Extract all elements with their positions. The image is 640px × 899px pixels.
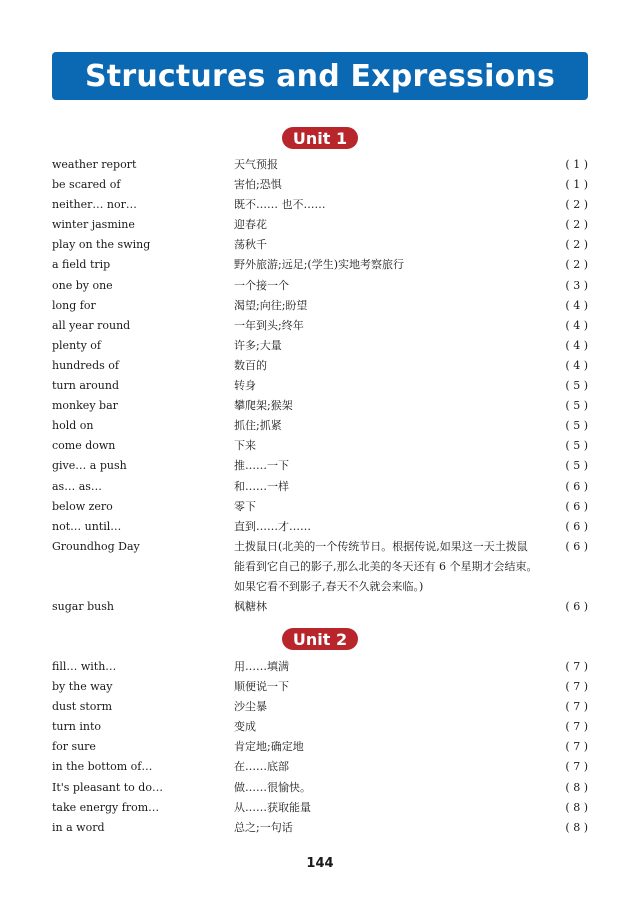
- vocab-entry: [52, 316, 588, 336]
- chinese-meaning: 攀爬架;猴架: [234, 399, 293, 413]
- chinese-meaning: 迎春花: [234, 218, 267, 232]
- english-phrase: It's pleasant to do…: [52, 780, 163, 794]
- vocab-entry: [52, 356, 588, 376]
- chinese-meaning: 和……一样: [234, 479, 289, 493]
- vocab-entry: [52, 195, 588, 215]
- vocab-entry: [52, 276, 588, 296]
- chinese-meaning: 野外旅游;远足;(学生)实地考察旅行: [234, 258, 404, 272]
- page-reference: ( 6 ): [565, 600, 588, 614]
- english-phrase: give… a push: [52, 459, 127, 473]
- page-reference: ( 4 ): [565, 318, 588, 332]
- english-phrase: a field trip: [52, 258, 111, 272]
- page-reference: ( 5 ): [565, 439, 588, 453]
- chinese-meaning: 一个接一个: [234, 278, 289, 292]
- page-reference: ( 1 ): [565, 178, 588, 192]
- chinese-meaning: 在……底部: [234, 760, 289, 774]
- page-reference: ( 8 ): [565, 780, 588, 794]
- english-phrase: play on the swing: [52, 238, 151, 252]
- page-reference: ( 2 ): [565, 198, 588, 212]
- chinese-meaning: 既不…… 也不……: [234, 198, 326, 212]
- vocab-entry: [52, 517, 588, 537]
- vocab-entry: [52, 175, 588, 195]
- chinese-meaning: 害怕;恐惧: [234, 178, 282, 192]
- page-number: 144: [306, 856, 334, 871]
- page-reference: ( 6 ): [565, 499, 588, 513]
- english-phrase: one by one: [52, 278, 113, 292]
- chinese-meaning: 荡秋千: [234, 238, 267, 252]
- page-reference: ( 4 ): [565, 358, 588, 372]
- english-phrase: below zero: [52, 499, 113, 513]
- page-reference: ( 1 ): [565, 158, 588, 171]
- vocab-entry: [52, 677, 588, 697]
- page-reference: ( 5 ): [565, 419, 588, 433]
- chinese-meaning: 直到……才……: [234, 519, 311, 533]
- page-reference: ( 4 ): [565, 338, 588, 352]
- title-banner: [52, 52, 588, 100]
- page-reference: ( 7 ): [565, 740, 588, 754]
- page-reference: ( 7 ): [565, 760, 588, 774]
- english-phrase: not… until…: [52, 519, 122, 533]
- vocab-entry: [52, 436, 588, 456]
- english-phrase: for sure: [52, 740, 96, 754]
- page-reference: ( 6 ): [565, 539, 588, 553]
- vocab-entry: [52, 818, 588, 838]
- chinese-meaning: [234, 537, 558, 597]
- english-phrase: come down: [52, 439, 116, 453]
- english-phrase: fill… with…: [52, 660, 117, 673]
- vocab-entry: [52, 336, 588, 356]
- vocab-entry: [52, 296, 588, 316]
- vocab-entry: [52, 235, 588, 255]
- page-reference: ( 6 ): [565, 519, 588, 533]
- vocab-entry: [52, 717, 588, 737]
- page-reference: ( 5 ): [565, 459, 588, 473]
- english-phrase: hold on: [52, 419, 94, 433]
- english-phrase: monkey bar: [52, 399, 118, 413]
- vocab-entry: [52, 456, 588, 476]
- vocab-entry: [52, 416, 588, 436]
- chinese-meaning: 一年到头;终年: [234, 318, 304, 332]
- chinese-meaning: 从……获取能量: [234, 800, 311, 814]
- english-phrase: as… as…: [52, 479, 102, 493]
- chinese-meaning: 用……填满: [234, 660, 289, 673]
- vocab-entry: [52, 757, 588, 777]
- chinese-meaning: 抓住;抓紧: [234, 419, 282, 433]
- unit-2-entry-list: [52, 657, 588, 838]
- chinese-meaning: 天气预报: [234, 158, 278, 171]
- vocab-entry: [52, 396, 588, 416]
- vocab-entry: [52, 597, 588, 617]
- page-reference: ( 2 ): [565, 258, 588, 272]
- chinese-meaning: 零下: [234, 499, 256, 513]
- page-reference: ( 7 ): [565, 700, 588, 714]
- chinese-meaning: 渴望;向往;盼望: [234, 298, 308, 312]
- vocab-entry: [52, 737, 588, 757]
- chinese-meaning: 肯定地;确定地: [234, 740, 304, 754]
- vocab-entry: [52, 497, 588, 517]
- english-phrase: dust storm: [52, 700, 113, 714]
- unit-2-badge: [282, 628, 358, 650]
- page-title: Structures and Expressions: [84, 58, 556, 94]
- page-reference: ( 4 ): [565, 298, 588, 312]
- page-reference: ( 8 ): [565, 820, 588, 834]
- page-reference: ( 7 ): [565, 660, 588, 673]
- page-reference: ( 2 ): [565, 218, 588, 232]
- vocab-entry: [52, 697, 588, 717]
- english-phrase: plenty of: [52, 338, 101, 352]
- english-phrase: by the way: [52, 680, 113, 694]
- english-phrase: in a word: [52, 820, 105, 834]
- chinese-meaning-line: 能看到它自己的影子,那么北美的冬天还有 6 个星期才会结束。: [234, 559, 538, 573]
- english-phrase: neither… nor…: [52, 198, 137, 212]
- english-phrase: be scared of: [52, 178, 121, 192]
- english-phrase: turn into: [52, 720, 101, 734]
- english-phrase: in the bottom of…: [52, 760, 153, 774]
- english-phrase: Groundhog Day: [52, 539, 140, 553]
- chinese-meaning-line: 土拨鼠日(北美的一个传统节日。根据传说,如果这一天土拨鼠: [234, 539, 528, 553]
- chinese-meaning: 变成: [234, 720, 256, 734]
- chinese-meaning: 顺便说一下: [234, 680, 289, 694]
- english-phrase: all year round: [52, 318, 131, 332]
- page-reference: ( 5 ): [565, 399, 588, 413]
- vocab-entry: [52, 798, 588, 818]
- chinese-meaning: 下来: [234, 439, 256, 453]
- page-reference: ( 3 ): [565, 278, 588, 292]
- english-phrase: winter jasmine: [52, 218, 135, 232]
- chinese-meaning: 总之;一句话: [234, 820, 293, 834]
- chinese-meaning: 推……一下: [234, 459, 289, 473]
- chinese-meaning: 做……很愉快。: [234, 780, 311, 794]
- english-phrase: hundreds of: [52, 358, 119, 372]
- vocab-entry: [52, 255, 588, 275]
- chinese-meaning: 数百的: [234, 358, 267, 372]
- page-reference: ( 2 ): [565, 238, 588, 252]
- page-reference: ( 6 ): [565, 479, 588, 493]
- vocab-entry: [52, 657, 588, 677]
- unit-1-label: Unit 1: [292, 128, 348, 148]
- chinese-meaning: 枫糖林: [234, 600, 267, 614]
- unit-2-label: Unit 2: [292, 629, 348, 649]
- english-phrase: weather report: [52, 158, 137, 171]
- vocab-entry: [52, 155, 588, 175]
- chinese-meaning: 沙尘暴: [234, 700, 267, 714]
- english-phrase: take energy from…: [52, 800, 160, 814]
- vocab-entry: [52, 376, 588, 396]
- unit-1-entry-list: [52, 155, 588, 617]
- chinese-meaning: 转身: [234, 379, 256, 393]
- page-reference: ( 5 ): [565, 379, 588, 393]
- unit-1-badge: [282, 127, 358, 149]
- english-phrase: turn around: [52, 379, 119, 393]
- vocab-entry: [52, 537, 588, 597]
- vocab-entry: [52, 215, 588, 235]
- page-reference: ( 8 ): [565, 800, 588, 814]
- english-phrase: sugar bush: [52, 600, 114, 614]
- chinese-meaning-line: 如果它看不到影子,春天不久就会来临。): [234, 579, 424, 593]
- vocab-entry: [52, 778, 588, 798]
- chinese-meaning: 许多;大量: [234, 338, 282, 352]
- page-reference: ( 7 ): [565, 720, 588, 734]
- vocab-entry: [52, 477, 588, 497]
- page-reference: ( 7 ): [565, 680, 588, 694]
- english-phrase: long for: [52, 298, 96, 312]
